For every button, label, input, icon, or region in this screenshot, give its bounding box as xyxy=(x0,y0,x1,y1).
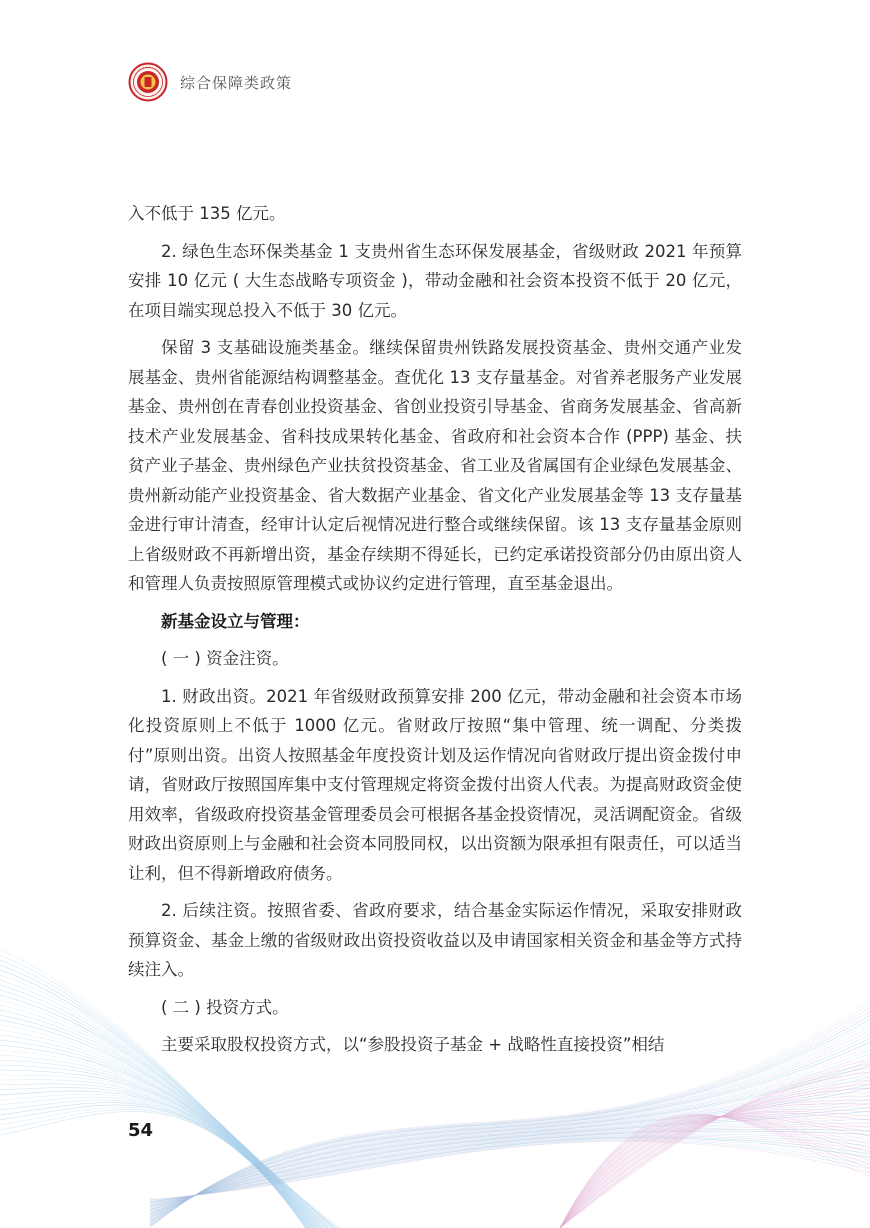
wave-line xyxy=(560,1084,870,1228)
paragraph: 保留 3 支基础设施类基金。继续保留贵州铁路发展投资基金、贵州交通产业发展基金、贵州省能源结构调整基金。查优化 13 支存量基金。对省养老服务产业发展基金、贵州创在青春创业投资基金、省创业投资引导基金、省商务发展基金、省高新技术产业发展基金、省科技成果转化基金、省政府和社会资本合作 (PPP) 基金、扶贫产业子基金、贵州绿色产业扶贫投资基金、省工业及省属国有企业绿色发展基金、贵州新动能产业投资基金、省大数据产业基金、省文化产业发展基金等 13 支存量基金进行审计清查，经审计认定后视情况进行整合或继续保留。该 13 支存量基金原则上省级财政不再新增出资，基金存续期不得延长，已约定承诺投资部分仍由原出资人和管理人负责按照原管理模式或协议约定进行管理，直至基金退出。 xyxy=(128,338,742,593)
wave-line xyxy=(150,1131,870,1206)
document-body xyxy=(128,199,742,1060)
paragraph: 2. 后续注资。按照省委、省政府要求，结合基金实际运作情况，采取安排财政预算资金、基金上缴的省级财政出资投资收益以及申请国家相关资金和基金等方式持续注入。 xyxy=(128,901,742,979)
wave-line xyxy=(150,1046,870,1220)
wave-line xyxy=(150,1061,870,1217)
paragraph: 1. 财政出资。2021 年省级财政预算安排 200 亿元，带动金融和社会资本市场化投资原则上不低于 1000 亿元。省财政厅按照“集中管理、统一调配、分类拨付”原则出资。出资人按照基金年度投资计划及运作情况向省财政厅提出资金拨付申请，省财政厅按照国库集中支付管理规定将资金拨付出资人代表。为提高财政资金使用效率，省级政府投资基金管理委员会可根据各基金投资情况，灵活调配资金。省级财政出资原则上与金融和社会资本同股同权，以出资额为限承担有限责任，可以适当让利，但不得新增政府债务。 xyxy=(128,686,742,883)
wave-line xyxy=(150,1123,870,1208)
wave-line xyxy=(150,1119,870,1208)
section-title: 综合保障类政策 xyxy=(180,73,293,92)
wave-line xyxy=(560,1080,870,1228)
wave-line xyxy=(0,1097,340,1228)
wave-line xyxy=(560,1115,870,1228)
wave-line xyxy=(560,1114,870,1228)
wave-line xyxy=(150,1127,870,1207)
wave-line xyxy=(150,1069,870,1216)
wave-line xyxy=(0,1111,340,1228)
wave-line xyxy=(560,1115,870,1228)
wave-line xyxy=(560,1116,870,1228)
wave-line xyxy=(150,1139,870,1201)
wave-line xyxy=(0,1088,340,1228)
wave-line xyxy=(150,1138,870,1202)
seal-logo-icon xyxy=(128,62,168,102)
wave-line xyxy=(150,1133,870,1205)
wave-line xyxy=(0,1094,340,1228)
wave-line xyxy=(560,1109,870,1228)
wave-line xyxy=(560,1064,870,1228)
page-number: 54 xyxy=(128,1120,154,1141)
wave-line xyxy=(0,1103,340,1228)
section-subheading: 新基金设立与管理： xyxy=(161,611,310,631)
paragraph: ( 一 ) 资金注资。 xyxy=(161,649,289,668)
wave-line xyxy=(150,1104,870,1211)
wave-line xyxy=(560,1114,870,1228)
wave-line xyxy=(150,1141,870,1199)
wave-line xyxy=(560,1068,870,1228)
wave-line xyxy=(560,1092,870,1228)
wave-line xyxy=(150,1111,870,1209)
wave-line xyxy=(150,1096,870,1212)
wave-line xyxy=(0,1109,340,1228)
wave-line xyxy=(150,1081,870,1215)
wave-line xyxy=(150,1054,870,1219)
wave-line xyxy=(0,1030,340,1228)
wave-line xyxy=(150,1137,870,1202)
wave-line xyxy=(150,1050,870,1220)
wave-line xyxy=(0,1107,340,1228)
wave-line xyxy=(150,1073,870,1216)
wave-line xyxy=(150,1100,870,1212)
wave-line xyxy=(150,1065,870,1217)
wave-line xyxy=(150,1088,870,1213)
wave-line xyxy=(560,1104,870,1228)
wave-line xyxy=(0,1080,340,1228)
wave-line xyxy=(0,1070,340,1228)
wave-line xyxy=(560,1116,870,1228)
wave-line xyxy=(560,1111,870,1228)
wave-line xyxy=(0,1084,340,1228)
paragraph: ( 二 ) 投资方式。 xyxy=(161,997,289,1017)
wave-line xyxy=(560,1072,870,1228)
wave-line xyxy=(0,1105,340,1228)
wave-line xyxy=(150,1084,870,1213)
wave-line xyxy=(150,1129,870,1206)
wave-line xyxy=(150,1031,870,1223)
paragraph: 2. 绿色生态环保类基金 1 支贵州省生态环保发展基金，省级财政 2021 年预算安排 10 亿元 ( 大生态战略专项资金 )，带动金融和社会资本投资不低于 20 亿元，在项目端实现总投入不低于 30 亿元。 xyxy=(128,241,742,320)
wave-line xyxy=(150,1134,870,1204)
wave-line xyxy=(560,1116,870,1228)
wave-line xyxy=(150,1058,870,1219)
wave-line xyxy=(150,1136,870,1203)
wave-line xyxy=(0,1050,340,1228)
wave-line xyxy=(560,1117,870,1228)
wave-line xyxy=(560,1117,870,1228)
wave-line xyxy=(0,1091,340,1228)
wave-line xyxy=(0,1060,340,1228)
wave-line xyxy=(0,1045,340,1228)
wave-line xyxy=(560,1076,870,1228)
wave-line xyxy=(150,1038,870,1221)
wave-line xyxy=(150,1077,870,1215)
wave-line xyxy=(150,1115,870,1209)
wave-line xyxy=(0,1035,340,1228)
wave-line xyxy=(560,1100,870,1228)
wave-line xyxy=(560,1113,870,1228)
wave-line xyxy=(150,1035,870,1223)
wave-line xyxy=(560,1116,870,1228)
paragraph: 入不低于 135 亿元。 xyxy=(128,204,286,223)
paragraph: 主要采取股权投资方式，以“参股投资子基金 + 战略性直接投资”相结 xyxy=(161,1035,665,1054)
wave-line xyxy=(150,1140,870,1199)
wave-line xyxy=(0,1075,340,1228)
wave-line xyxy=(150,1140,870,1201)
wave-line xyxy=(560,1060,870,1228)
wave-line xyxy=(0,1100,340,1228)
page-header xyxy=(128,62,292,102)
wave-line xyxy=(150,1042,870,1221)
wave-line xyxy=(0,1040,340,1228)
wave-line xyxy=(0,1055,340,1228)
wave-line xyxy=(560,1116,870,1228)
wave-line xyxy=(560,1116,870,1228)
wave-line xyxy=(560,1107,870,1228)
wave-line xyxy=(0,1065,340,1228)
wave-line xyxy=(150,1135,870,1204)
wave-line xyxy=(560,1088,870,1228)
wave-line xyxy=(150,1092,870,1212)
wave-line xyxy=(560,1116,870,1228)
wave-line xyxy=(560,1096,870,1228)
wave-line xyxy=(150,1108,870,1211)
wave-line xyxy=(560,1115,870,1228)
